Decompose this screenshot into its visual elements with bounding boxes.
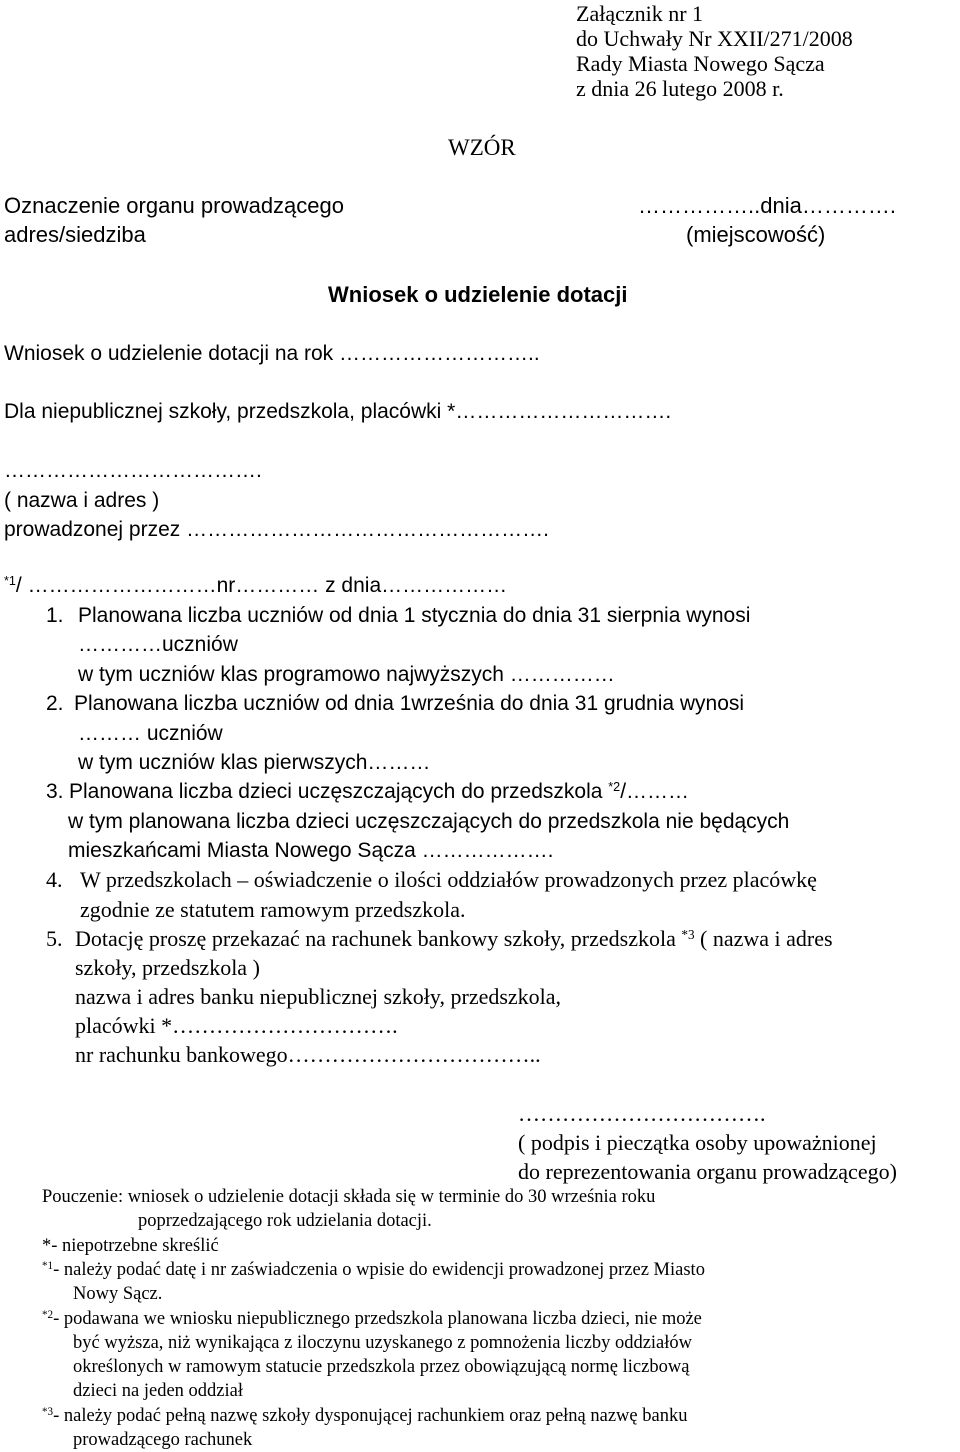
attachment-line-1: Załącznik nr 1 [576,1,704,26]
item-1-number: 1. [46,604,64,627]
note-3-sup: *3 [42,1405,54,1418]
item-5-number: 5. [46,926,63,951]
item-4-text: W przedszkolach – oświadczenie o ilości oddziałów prowadzonych przez placówkę [80,867,817,892]
item-5-sup: *3 [681,926,695,942]
item-2-text: Planowana liczba uczniów od dnia 1września do dnia 31 grudnia wynosi [74,692,745,715]
attachment-line-3: Rady Miasta Nowego Sącza [576,51,825,76]
note-2 [42,1310,702,1329]
note-1-line-1: - należy podać datę i nr zaświadczenia o wpisie do ewidencji prowadzonej przez Miasto [53,1260,705,1280]
item-3-sup: *2 [608,780,621,795]
run-by-line: prowadzonej przez ……………………………………………. [4,518,549,541]
item-5-line-5: nr rachunku bankowego…………………………….. [75,1042,541,1067]
item-3-text [69,781,689,802]
address-label: adres/siedziba [4,222,146,247]
year-line: Wniosek o udzielenie dotacji na rok ……………………….. [4,342,540,365]
item-1-line-3: w tym uczniów klas programowo najwyższych …………… [78,663,615,686]
reference-sup: *1 [4,574,16,589]
item-4-line-2: zgodnie ze statutem ramowym przedszkola. [80,897,466,922]
item-5-line-2: szkoły, przedszkola ) [75,955,260,980]
item-3-line-3: mieszkańcami Miasta Nowego Sącza ………………. [68,839,554,862]
item-2-line-2: ……… uczniów [78,722,223,745]
note-2-sup: *2 [42,1308,54,1321]
dots-line: ………………………………. [4,459,262,482]
item-2-line-3: w tym uczniów klas pierwszych……… [78,751,431,774]
item-5-text-b: ( nazwa i adres [694,926,833,951]
item-5-line-4: placówki *…………………………. [75,1013,398,1038]
item-4-number: 4. [46,867,63,892]
note-2-line-1: - podawana we wniosku niepublicznego przedszkola planowana liczba dzieci, nie może [53,1309,702,1329]
reference-text: / ………………………nr………… z dnia……………… [15,574,508,597]
item-3-line-2: w tym planowana liczba dzieci uczęszczających do przedszkola nie będących [68,810,790,833]
pouczenie-line-2: poprzedzającego rok udzielania dotacji. [138,1211,432,1231]
item-3-text-b: /……… [620,780,690,803]
item-3-number: 3. [46,780,64,803]
item-5-text-a: Dotację proszę przekazać na rachunek bankowy szkoły, przedszkola [75,926,682,951]
item-2-number: 2. [46,692,64,715]
item-3-text-a: Planowana liczba dzieci uczęszczających do przedszkola [69,780,609,803]
note-1-line-2: Nowy Sącz. [73,1284,163,1304]
organ-label: Oznaczenie organu prowadzącego [4,193,345,218]
school-line: Dla niepublicznej szkoły, przedszkola, placówki *…………………………. [4,400,672,423]
note-2-line-3: określonych w ramowym statucie przedszkola przez obowiązującą normę liczbową [73,1357,690,1377]
item-5-text [75,928,833,950]
attachment-line-2: do Uchwały Nr XXII/271/2008 [576,26,853,51]
attachment-line-4: z dnia 26 lutego 2008 r. [576,76,784,101]
date-line: ……………..dnia…………. [638,193,896,218]
name-address-label: ( nazwa i adres ) [4,489,160,512]
note-3-line-1: - należy podać pełną nazwę szkoły dysponującej rachunkiem oraz pełną nazwę banku [53,1406,688,1426]
wzor-label: WZÓR [448,135,516,160]
item-1-line-2: …………uczniów [78,633,238,656]
page-title: Wniosek o udzielenie dotacji [328,282,628,307]
signature-dots: ……………………………. [518,1101,766,1126]
note-2-line-2: być wyższa, niż wynikająca z iloczynu uzyskanego z pomnożenia liczby oddziałów [73,1333,693,1353]
note-1 [42,1261,705,1280]
note-3 [42,1407,687,1426]
signature-line-2: do reprezentowania organu prowadzącego) [518,1159,897,1184]
note-1-sup: *1 [42,1259,54,1272]
note-unnecessary: *- niepotrzebne skreślić [42,1236,219,1256]
signature-line-1: ( podpis i pieczątka osoby upoważnionej [518,1130,877,1155]
pouczenie-line-1: Pouczenie: wniosek o udzielenie dotacji składa się w terminie do 30 września roku [42,1187,656,1207]
place-label: (miejscowość) [686,222,826,247]
note-3-line-2: prowadzącego rachunek [73,1430,253,1450]
item-1-text: Planowana liczba uczniów od dnia 1 stycznia do dnia 31 sierpnia wynosi [78,604,751,627]
reference-line [4,575,507,596]
item-5-line-3: nazwa i adres banku niepublicznej szkoły, przedszkola, [75,984,562,1009]
note-2-line-4: dzieci na jeden oddział [73,1381,244,1401]
